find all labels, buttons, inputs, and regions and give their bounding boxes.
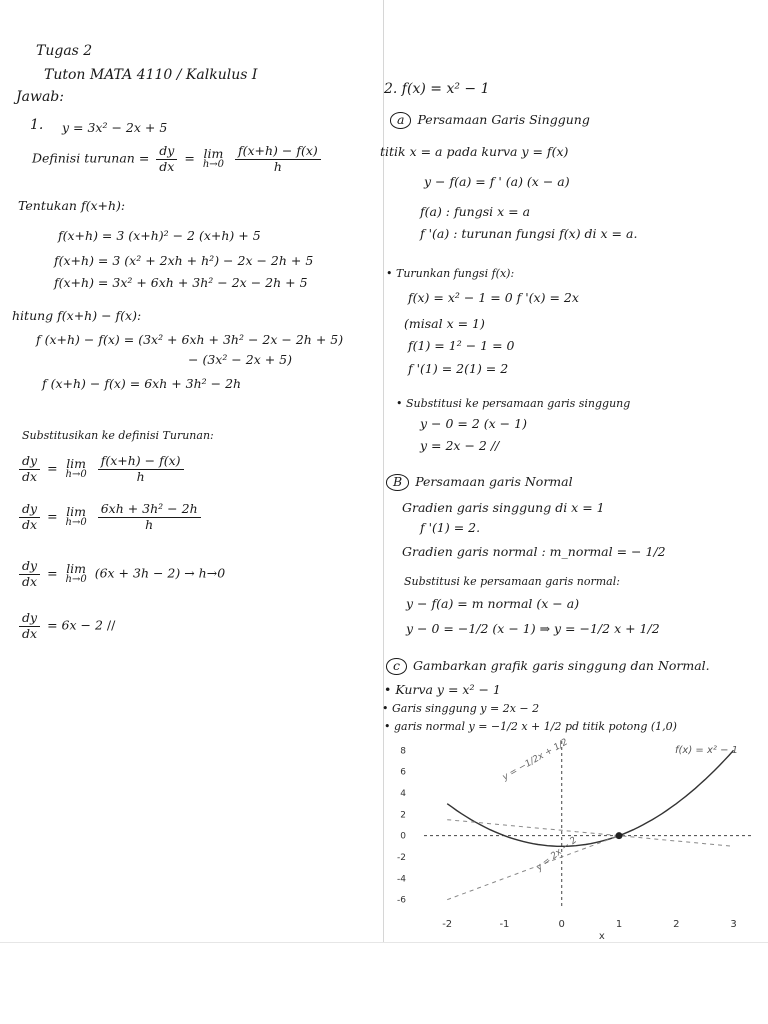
final-result (16, 612, 115, 640)
difference-line-2: − (3x² − 2x + 5) (188, 352, 293, 367)
limit-step-1 (16, 455, 187, 483)
hitung-heading: hitung f(x+h) − f(x): (12, 308, 142, 323)
course-title: Tuton MATA 4110 / Kalkulus I (44, 67, 258, 83)
y-tick-label: 0 (400, 831, 406, 842)
part-a-line-3: f(a) : fungsi x = a (420, 204, 531, 219)
limit-operator (65, 560, 87, 586)
part-b-title: Persamaan garis Normal (415, 474, 573, 489)
dy-text: dy (19, 503, 40, 518)
lim-word: lim (66, 503, 87, 519)
lim-sub: h→0 (65, 574, 87, 586)
dq-denominator: h (136, 468, 145, 484)
x-tick-label: 1 (615, 919, 623, 930)
part-b-heading (386, 474, 573, 491)
part-b-line-4: Substitusi ke persamaan garis normal: (404, 575, 620, 588)
part-b-line-2: f '(1) = 2. (420, 520, 481, 535)
part-a-line-1: titik x = a pada kurva y = f(x) (380, 144, 569, 159)
dq-numerator: f(x+h) − f(x) (235, 145, 321, 160)
substitusi-line-2: y = 2x − 2 // (420, 438, 500, 453)
difference-result: f (x+h) − f(x) = 6xh + 3h² − 2h (42, 376, 242, 391)
q1-number: 1. (30, 117, 44, 133)
y-tick-label: -4 (397, 874, 406, 885)
part-a-marker: a (390, 112, 411, 129)
dy-dx-fraction (156, 145, 177, 173)
substitusi-line-1: y − 0 = 2 (x − 1) (420, 416, 527, 431)
equals-sign: = (184, 150, 195, 166)
part-c-marker: c (386, 658, 407, 675)
part-c-title: Gambarkan grafik garis singgung dan Normal. (413, 658, 710, 673)
intersection-point (616, 832, 623, 839)
lim-sub: h→0 (202, 159, 224, 171)
tentukan-heading: Tentukan f(x+h): (18, 198, 126, 213)
y-tick-label: 4 (400, 789, 406, 799)
sq-numerator: 6xh + 3h² − 2h (98, 503, 201, 518)
turunkan-line-2: (misal x = 1) (404, 316, 485, 331)
normal-label: y = −1/2x + 1/2 (500, 737, 570, 783)
function-graph (360, 735, 760, 940)
limit-operator (65, 455, 87, 481)
x-tick-label: 2 (673, 919, 680, 930)
series-line-1 (447, 836, 619, 900)
series-line-0 (447, 750, 733, 846)
part-a-line-4: f '(a) : turunan fungsi f(x) di x = a. (420, 226, 638, 241)
part-a-title: Persamaan Garis Singgung (417, 112, 590, 127)
dx-text: dx (22, 625, 38, 641)
expand-step-2: f(x+h) = 3 (x² + 2xh + h²) − 2x − 2h + 5 (54, 253, 314, 268)
part-c-heading (386, 658, 710, 675)
dx-text: dx (22, 573, 38, 589)
definition-prefix: Definisi turunan = (32, 150, 150, 166)
part-b-line-1: Gradien garis singgung di x = 1 (402, 500, 605, 515)
assignment-title: Tugas 2 (36, 43, 93, 59)
turunkan-line-1: f(x) = x² − 1 = 0 f '(x) = 2x (408, 290, 579, 305)
expand-step-1: f(x+h) = 3 (x+h)² − 2 (x+h) + 5 (58, 228, 261, 243)
turunkan-line-3: f(1) = 1² − 1 = 0 (408, 338, 515, 353)
dx-text: dx (159, 158, 175, 174)
lim-word: lim (66, 455, 87, 471)
expand-step-3: f(x+h) = 3x² + 6xh + 3h² − 2x − 2h + 5 (54, 275, 308, 290)
x-axis-label: x (598, 931, 605, 940)
part-b-line-6: y − 0 = −1/2 (x − 1) ⇒ y = −1/2 x + 1/2 (406, 621, 660, 636)
part-a-line-2: y − f(a) = f ' (a) (x − a) (424, 174, 570, 189)
bullet-turunkan: • Turunkan fungsi f(x): (386, 268, 514, 279)
dy-text: dy (156, 145, 177, 160)
x-tick-label: 3 (730, 919, 737, 930)
dy-text: dy (19, 560, 40, 575)
substitusikan-heading: Substitusikan ke definisi Turunan: (22, 429, 214, 442)
y-tick-label: -2 (397, 853, 406, 863)
difference-quotient (235, 145, 321, 173)
series-line-2 (447, 820, 733, 847)
limit-step-3 (16, 560, 225, 588)
curve-label: f(x) = x² − 1 (675, 745, 739, 756)
dy-text: dy (19, 612, 40, 627)
limit-body: (6x + 3h − 2) → h→0 (94, 565, 226, 581)
equals-sign: = (47, 508, 58, 524)
dx-text: dx (22, 516, 38, 532)
lim-word: lim (203, 145, 224, 161)
part-b-line-3: Gradien garis normal : m_normal = − 1/2 (402, 544, 666, 559)
lim-sub: h→0 (65, 469, 87, 481)
derivative-definition (32, 145, 324, 173)
difference-line-1: f (x+h) − f(x) = (3x² + 6xh + 3h² − 2x − 2h + 5) (36, 332, 344, 347)
difference-quotient (98, 455, 184, 483)
limit-operator (202, 145, 224, 171)
dy-dx-fraction (19, 612, 40, 640)
part-c-line-3: • garis normal y = −1/2 x + 1/2 pd titik potong (1,0) (384, 721, 677, 732)
sq-denominator: h (145, 516, 154, 532)
lim-word: lim (66, 560, 87, 576)
y-tick-label: 8 (400, 746, 406, 757)
y-tick-label: -6 (397, 895, 406, 906)
bullet-substitusi: • Substitusi ke persamaan garis singgung (396, 398, 630, 409)
dy-dx-fraction (19, 503, 40, 531)
y-tick-label: 2 (400, 810, 406, 821)
simplified-quotient (98, 503, 201, 531)
lim-sub: h→0 (65, 517, 87, 529)
dq-denominator: h (273, 158, 282, 174)
q2-function: 2. f(x) = x² − 1 (384, 81, 490, 97)
equals-sign: = (47, 617, 58, 633)
answer-label: Jawab: (16, 89, 64, 105)
x-tick-label: -2 (442, 919, 453, 930)
y-tick-label: 6 (400, 767, 406, 778)
x-tick-label: 0 (558, 919, 565, 930)
limit-step-2 (16, 503, 204, 531)
q1-function: y = 3x² − 2x + 5 (62, 120, 168, 135)
dx-text: dx (22, 468, 38, 484)
part-b-line-5: y − f(a) = m normal (x − a) (406, 596, 580, 611)
part-c-line-2: • Garis singgung y = 2x − 2 (382, 703, 539, 714)
turunkan-line-4: f '(1) = 2(1) = 2 (408, 361, 509, 376)
part-c-line-1: • Kurva y = x² − 1 (384, 684, 501, 697)
equals-sign: = (47, 460, 58, 476)
dy-dx-fraction (19, 560, 40, 588)
dy-text: dy (19, 455, 40, 470)
x-tick-label: -1 (499, 919, 510, 930)
limit-operator (65, 503, 87, 529)
dy-dx-fraction (19, 455, 40, 483)
done-mark-icon: // (106, 617, 116, 633)
equals-sign: = (47, 565, 58, 581)
tangent-label: y = 2x − 2 (534, 835, 579, 874)
part-b-marker: B (386, 474, 409, 491)
result-value: 6x − 2 (61, 617, 103, 633)
part-a-heading (390, 112, 590, 129)
dq-numerator: f(x+h) − f(x) (98, 455, 184, 470)
